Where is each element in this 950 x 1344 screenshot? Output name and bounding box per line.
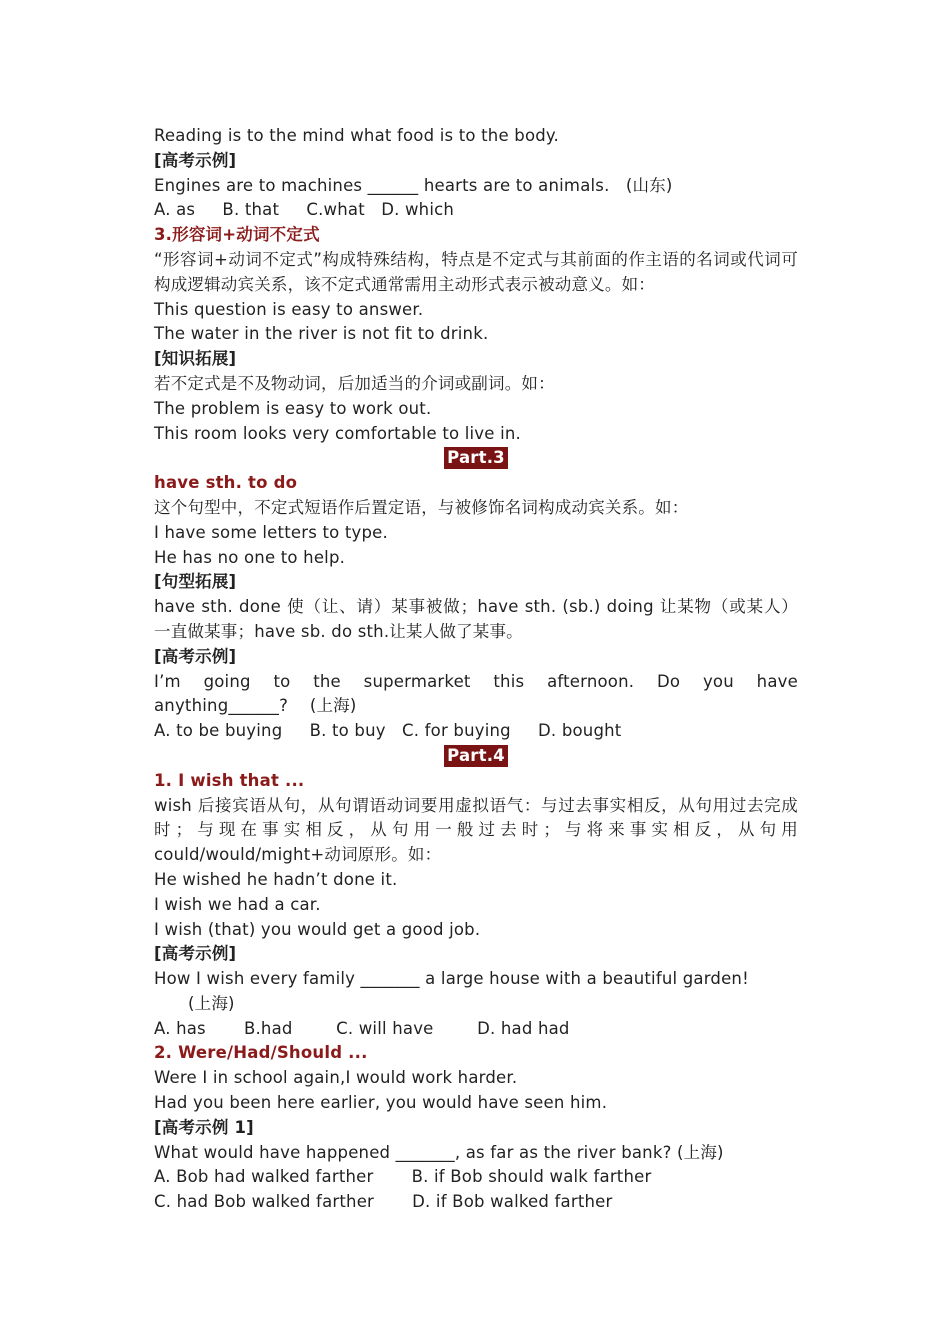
- example-sentence: This question is easy to answer.: [154, 299, 424, 319]
- example-sentence: The problem is easy to work out.: [154, 398, 432, 418]
- exam-question: anything______? (上海): [154, 696, 357, 716]
- exam-question: Engines are to machines ______ hearts are to animals. (山东): [154, 175, 673, 195]
- answer-options: A. to be buying B. to buy C. for buying D. bought: [154, 721, 622, 741]
- word: going: [203, 671, 251, 691]
- part-banner: Part.4: [444, 745, 508, 767]
- explanation-paragraph: wish 后接宾语从句，从句谓语动词要用虚拟语气：与过去事实相反，从句用过去完成时；与现在事实相反，从句用一般过去时；与将来事实相反，从句用 could/would/might+动词原形。如：: [154, 795, 798, 865]
- answer-options: A. has B.had C. will have D. had had: [154, 1018, 570, 1038]
- example-sentence: He wished he hadn’t done it.: [154, 869, 398, 889]
- example-sentence: This room looks very comfortable to live in.: [154, 423, 521, 443]
- example-sentence: Were I in school again,I would work harder.: [154, 1068, 518, 1088]
- document-page: [154, 124, 798, 1215]
- exam-question: How I wish every family _______ a large house with a beautiful garden!: [154, 969, 749, 989]
- part-banner-row: [154, 446, 798, 471]
- section-label: [高考示例]: [154, 944, 237, 964]
- word: I’m: [154, 671, 181, 691]
- explanation-paragraph: “形容词+动词不定式”构成特殊结构，特点是不定式与其前面的作主语的名词或代词可构成逻辑动宾关系，该不定式通常需用主动形式表示被动意义。如：: [154, 249, 798, 294]
- word: afternoon.: [547, 671, 635, 691]
- example-sentence: The water in the river is not fit to drink.: [154, 324, 489, 344]
- answer-options: A. Bob had walked farther B. if Bob should walk farther: [154, 1167, 652, 1187]
- answer-options: C. had Bob walked farther D. if Bob walked farther: [154, 1192, 613, 1212]
- example-sentence: Reading is to the mind what food is to the body.: [154, 126, 559, 145]
- example-sentence: He has no one to help.: [154, 547, 346, 567]
- exam-question: What would have happened _______, as far as the river bank? (上海): [154, 1142, 724, 1162]
- exam-source: (上海): [188, 993, 235, 1013]
- example-sentence: I have some letters to type.: [154, 522, 388, 542]
- section-heading: 2. Were/Had/Should ...: [154, 1043, 368, 1063]
- section-label: [高考示例]: [154, 646, 237, 666]
- word: Do: [656, 671, 681, 691]
- word: you: [702, 671, 734, 691]
- example-sentence: Had you been here earlier, you would have seen him.: [154, 1093, 608, 1113]
- part-banner-row: [154, 744, 798, 769]
- exam-question: [154, 670, 798, 695]
- word: have: [756, 671, 798, 691]
- word: this: [493, 671, 525, 691]
- explanation-paragraph: 这个句型中，不定式短语作后置定语，与被修饰名词构成动宾关系。如：: [154, 497, 689, 517]
- word: to: [273, 671, 291, 691]
- explanation-paragraph: 若不定式是不及物动词，后加适当的介词或副词。如：: [154, 373, 555, 393]
- section-label: [知识拓展]: [154, 349, 237, 369]
- section-label: [高考示例 1]: [154, 1117, 254, 1137]
- answer-options: A. as B. that C.what D. which: [154, 200, 455, 220]
- explanation-paragraph: have sth. done 使（让、请）某事被做；have sth. (sb.) doing 让某物（或某人）一直做某事；have sb. do sth.让某人做了某事。: [154, 597, 798, 641]
- section-heading: 3.形容词+动词不定式: [154, 225, 320, 245]
- section-label: [高考示例]: [154, 150, 237, 170]
- word: supermarket: [363, 671, 471, 691]
- word: the: [313, 671, 341, 691]
- section-label: [句型拓展]: [154, 572, 237, 592]
- section-heading: have sth. to do: [154, 473, 298, 493]
- part-banner: Part.3: [444, 447, 508, 469]
- example-sentence: I wish we had a car.: [154, 894, 321, 914]
- section-heading: 1. I wish that ...: [154, 770, 305, 790]
- example-sentence: I wish (that) you would get a good job.: [154, 919, 481, 939]
